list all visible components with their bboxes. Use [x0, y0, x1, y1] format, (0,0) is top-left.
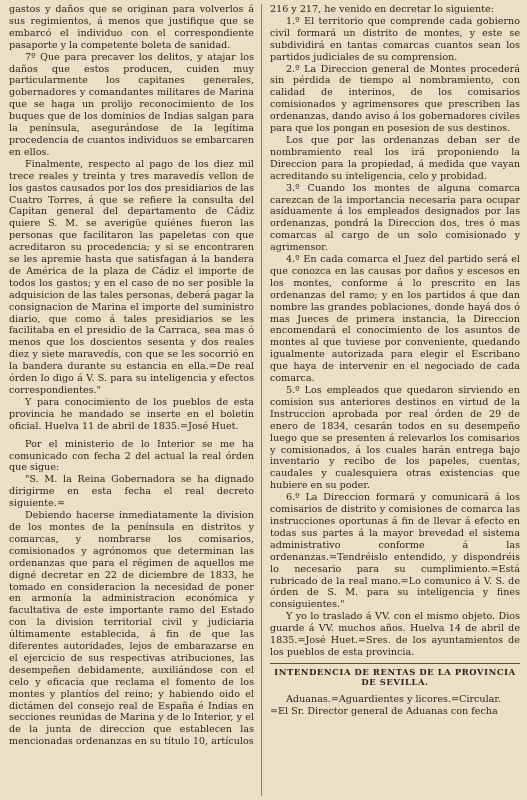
paragraph-article-2: 2.º La Direccion general de Montes procederá sin pérdida de tiempo al nombramiento, con calidad de interinos, de los comisarios comisionados y agrimensores que prescriben las ordenanzas, dando aviso á los gobernadores civiles para que los pongan en posesion de sus destinos.: [270, 63, 520, 135]
section-heading: INTENDENCIA DE RENTAS DE LA PROVINCIA DE SEVILLA.: [274, 666, 516, 688]
paragraph-provincial-notice: Y para conocimiento de los pueblos de esta provincia he mandado se inserte en el boletin oficial. Huelva 11 de abril de 1835.=José Huet.: [9, 396, 254, 432]
closing-line-2: =El Sr. Director general de Aduanas con fecha: [270, 705, 498, 717]
paragraph-finally: Finalmente, respecto al pago de los diez mil trece reales y treinta y tres maravedís vellon de los gastos causados por los dos presidiarios de las Cuatro Torres, á que se refiere la consulta del Capitan general del departamento de Cádiz quiere S. M. se averigüe quiénes fueron las personas que facilitaron las papeletas con que acreditaron su procedencia; y si se encontraren se les apremie hasta que satisfagan á la bandera de América de la plaza de Cádiz el importe de todos los gastos; y en el caso de no ser posible la adquisicion de las tales personas, deberá pagar la consignacion de Marina el importe del suministro diario, que como á tales presidiarios se les facilitaba en el presidio de la Carraca, sea mas ó menos que los doscientos sesenta y dos reales diez y siete maravedís, con que se les socorrió en la bandera durante su estancia en ella.=De real órden lo digo á V. S. para su inteligencia y efectos correspondientes.": [9, 158, 254, 396]
paragraph-ministry-notice: Por el ministerio de lo Interior se me ha comunicado con fecha 2 del actual la real órden que sigue:: [9, 438, 254, 474]
paragraph-royal-appointments: Los que por las ordenanzas deban ser de nombramiento real los irá proponiendo la Direccion para la propiedad, á medida que vayan acreditando su inteligencia, celo y probidad.: [270, 134, 520, 182]
paragraph-article-3: 3.º Cuando los montes de alguna comarca carezcan de la importancia necesaria para ocupar asíduamente á los empleados designados por las ordenanzas, pondrá la Direccion dos, tres ó mas comarcas al cargo de un solo comisionado y agrimensor.: [270, 182, 520, 254]
column-header-line: 216 y 217, he venido en decretar lo siguiente:: [270, 4, 494, 15]
paragraph-article-7: 7º Que para precaver los delitos, y atajar los daños que estos producen, cuiden muy particularmente los capitanes generales, gobernadores y comandantes militares de Marina que se haga un prolijo reconocimiento de los buques que de los dominios de Indias salgan para la península, asegurándose de la legítima procedencia de cuantos individuos se embarcaren en ellos.: [9, 51, 254, 158]
left-column: [9, 4, 254, 796]
paragraph-article-4: 4.º En cada comarca el Juez del partido será el que conozca en las causas por daños y escesos en los montes, conforme á lo prescrito en las ordenanzas del ramo; y en los partidos á que dan nombre las grandes poblaciones, donde hayá dos ó mas Jueces de primera instancia, la Direccion encomendará el conocimiento de los asuntos de montes al que tuviese por conveniente, quedando igualmente autorizada para elegir el Escribano que haya de intervenir en el negociado de cada comarca.: [270, 254, 520, 385]
right-column: [270, 4, 520, 796]
column-divider: [261, 4, 262, 796]
paragraph-article-6: 6.º La Direccion formará y comunicará á los comisarios de distrito y comisiones de comarca las instrucciones oportunas á fin de llevar á efecto en todas sus partes á la mayor brevedad el sistema administrativo conforme á las ordenanzas.=Tendréislo entendido, y dispondréis lo necesario para su cumplimiento.=Está rubricado de la real mano.=Lo comunico á V. S. de órden de S. M. para su inteligencia y fines consiguientes.": [270, 492, 520, 611]
section-separator: [270, 663, 520, 664]
paragraph-decree-preamble: Debiendo hacerse inmediatamente la division de los montes de la península en distritos y comarcas, y nombrarse los comisarios, comisionados y agrónomos que determinan las ordenanzas que para el régimen de aquellos me digné decretar en 22 de diciembre de 1833, he tomado en consideracion la necesidad de poner en armonía la administracion económica y facultativa de este importante ramo del Estado con la division territorial civil y judiciaria últimamente establecida, á fin de que las diferentes autoridades, lejos de embarazarse en el ejercicio de sus respectivas atribuciones, las desempeñen debidamente, auxiliándose con el celo y eficacia que reclama el fomento de los montes y plantíos del reino; y habiendo oido el dictámen del consejo real de España é Indias en secciones reunidas de Marina y de lo Interior, y el de la junta de direccion que establecen las mencionadas ordenanzas en su título 10, artículos: [9, 510, 254, 748]
paragraph-transfer-notice: Y yo lo traslado á VV. con el mismo objeto. Dios guarde á VV. muchos años. Huelva 14 de abril de 1835.=José Huet.=Sres. de los ayuntamientos de los pueblos de esta provincia.: [270, 611, 520, 658]
closing-line-1: Aduanas.=Aguardientes y licores.=Circular.: [286, 693, 501, 705]
paragraph-continuation: gastos y daños que se originan para volverlos á sus regimientos, á menos que justifique que se embarcó el individuo con el correspondiente pasaporte y la competente boleta de sanidad.: [9, 4, 254, 51]
paragraph-queen-decree-intro: "S. M. la Reina Gobernadora se ha dignado dirigirme en esta fecha el real decreto siguiente.=: [9, 474, 254, 510]
paragraph-article-5: 5.º Los empleados que quedaron sirviendo en comision sus anteriores destinos en virtud de la Instruccion aprobada por real órden de 29 de enero de 1834, cesarán todos en su desempeño luego que se presenten á relevarlos los comisarios y comisionados, á los cuales harán entrega bajo inventario y recibo de los papeles, cuentas, caudales y cualesquiera otras existencias que hubiere en su poder.: [270, 385, 520, 492]
paragraph-article-1: 1.º El territorio que comprende cada gobierno civil formará un distrito de montes, y este se subdividirá en tantas comarcas cuantos sean los partidos judiciales de su comprension.: [270, 15, 520, 63]
